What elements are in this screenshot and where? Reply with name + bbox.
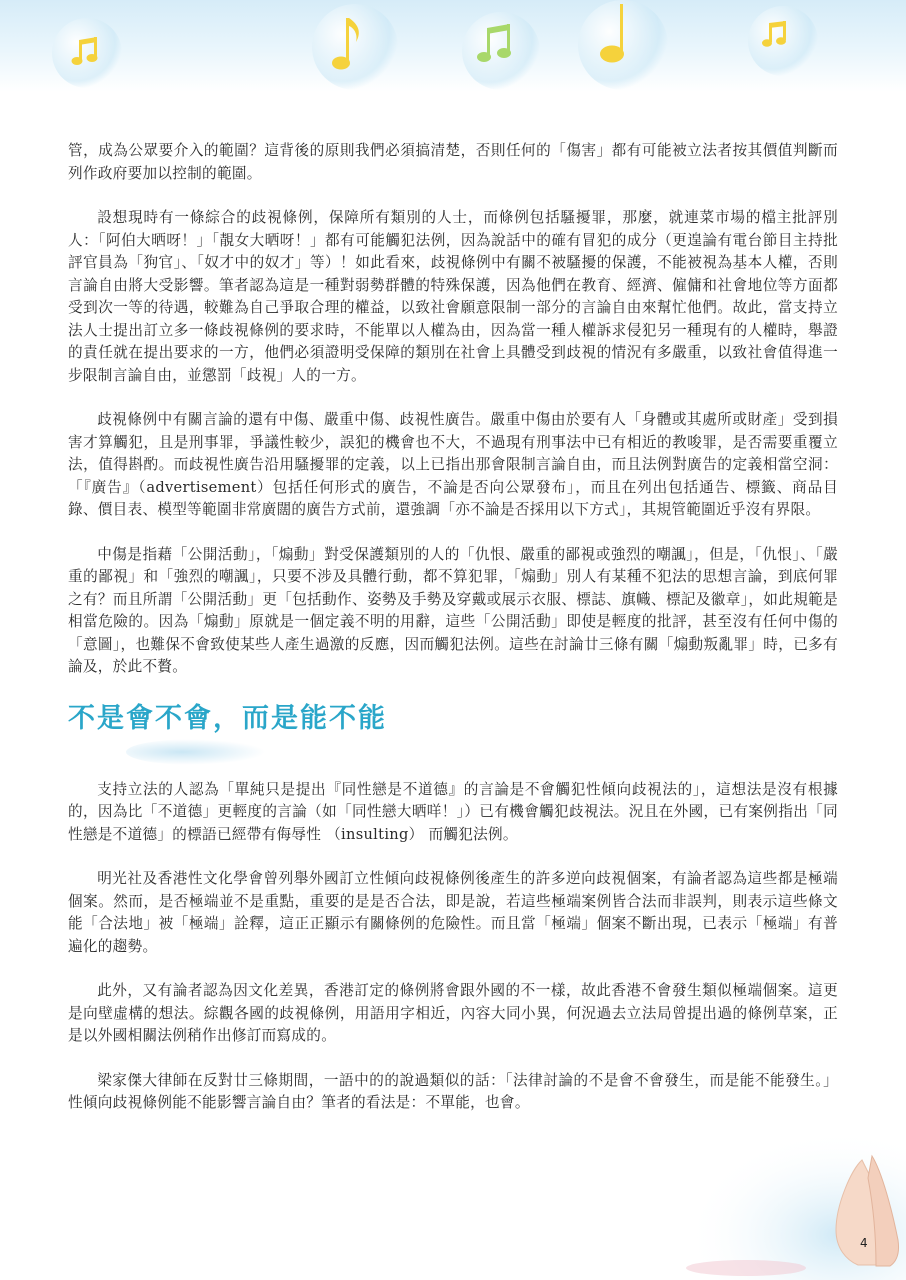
section-heading [68,701,838,737]
paragraph: 梁家傑大律師在反對廿三條期間，一語中的的說過類似的話：「法律討論的不是會不會發生，而是能不能發生。」性傾向歧視條例能不能影響言論自由？筆者的看法是：不單能，也會。 [68,1071,838,1111]
paragraph: 管，成為公眾要介入的範圍？這背後的原則我們必須搞清楚，否則任何的「傷害」都有可能被立法者按其價值判斷而列作政府要加以控制的範圍。 [68,142,838,182]
paragraph: 歧視條例中有關言論的還有中傷、嚴重中傷、歧視性廣告。嚴重中傷由於要有人「身體或其處所或財產」受到損害才算觸犯，且是刑事罪，爭議性較少，誤犯的機會也不大，不過現有刑事法中已有相近的教唆罪，是否需要重覆立法，值得斟酌。而歧視性廣告沿用騷擾罪的定義，以上已指出那會限制言論自由，而且法例對廣告的定義相當空洞：「『廣告』（advertisement）包括任何形式的廣告，不論是否向公眾發布」，而且在列出包括通告、標籤、商品目錄、價目表、模型等範圍非常廣闊的廣告方式前，還強調「亦不論是否採用以下方式」，其規管範圍近乎沒有界限。 [68,411,838,518]
music-note-icon [476,20,520,68]
section-heading-text: 不是會不會，而是能不能 [68,702,387,734]
paragraph: 明光社及香港性文化學會曾列舉外國訂立性傾向歧視條例後產生的許多逆向歧視個案，有論者認為這些都是極端個案。然而，是否極端並不是重點，重要的是是否合法，即是說，若這些極端案例皆合法而非誤判，則表示這些條文能「合法地」被「極端」詮釋，這正正顯示有關條例的危險性。而且當「極端」個案不斷出現，已表示「極端」有普遍化的趨勢。 [68,870,838,955]
paragraph: 支持立法的人認為「單純只是提出『同性戀是不道德』的言論是不會觸犯性傾向歧視法的」，這想法是沒有根據的，因為比「不道德」更輕度的言論（如「同性戀大晒咩！」）已有機會觸犯歧視法。況且在外國，已有案例指出「同性戀是不道德」的標語已經帶有侮辱性 （insulting） 而觸犯法例。 [68,780,838,843]
article-body [68,140,838,1137]
page-number: 4 [860,1236,868,1250]
paragraph: 此外，又有論者認為因文化差異，香港訂定的條例將會跟外國的不一樣，故此香港不會發生類似極端個案。這更是向壁虛構的想法。綜觀各國的歧視條例，用語用字相近，內容大同小異，何況過去立法局曾提出過的條例草案，正是以外國相關法例稍作出修訂而寫成的。 [68,982,838,1044]
praying-hands-illustration [686,1130,906,1280]
music-note-icon [760,18,794,52]
paragraph: 中傷是指藉「公開活動」，「煽動」對受保護類別的人的「仇恨、嚴重的鄙視或強烈的嘲諷」，但是，「仇恨」、「嚴重的鄙視」和「強烈的嘲諷」，只要不涉及具體行動，都不算犯罪，「煽動」別人有某種不犯法的思想言論，到底何罪之有？而且所謂「公開活動」更「包括動作、姿勢及手勢及穿戴或展示衣服、標誌、旗幟、標記及徽章」，如此規範是相當危險的。因為「煽動」原就是一個定義不明的用辭，這些「公開活動」即使是輕度的批評，甚至沒有任何中傷的「意圖」，也難保不會致使某些人產生過激的反應，因而觸犯法例。這些在討論廿三條有關「煽動叛亂罪」時，已多有論及，於此不贅。 [68,545,838,675]
paragraph: 設想現時有一條綜合的歧視條例，保障所有類別的人士，而條例包括騷擾罪，那麼，就連菜市場的檔主批評別人：「阿伯大晒呀！」「靚女大晒呀！」都有可能觸犯法例，因為說話中的確有冒犯的成分（更遑論有電台節目主持批評官員為「狗官」、「奴才中的奴才」等）！如此看來，歧視條例中有關不被騷擾的保護，不能被視為基本人權，否則言論自由將大受影響。筆者認為這是一種對弱勢群體的特殊保護，因為他們在教育、經濟、僱傭和社會地位等方面都受到次一等的待遇，較難為自己爭取合理的權益，以致社會願意限制一部分的言論自由來幫忙他們。故此，當支持立法人士提出訂立多一條歧視條例的要求時，不能單以人權為由，因為當一種人權訴求侵犯另一種現有的人權時，舉證的責任就在提出要求的一方，他們必須證明受保障的類別在社會上具體受到歧視的情況有多嚴重，以致社會值得進一步限制言論自由，並懲罰「歧視」人的一方。 [68,209,838,384]
header-decoration [0,0,906,92]
heading-sparkle-decoration [126,739,266,765]
music-note-icon [592,2,640,68]
music-note-icon [326,14,366,76]
music-note-icon [70,34,106,70]
